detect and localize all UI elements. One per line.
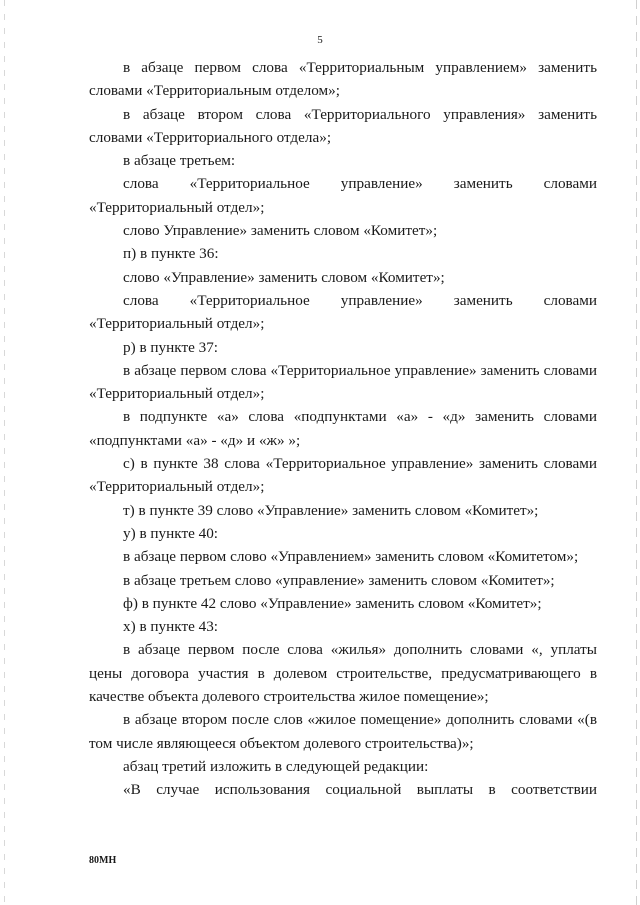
paragraph: у) в пункте 40: <box>123 524 219 542</box>
paragraph: в абзаце втором после слов «жилое помещение» дополнить словами «(в том числе являющееся объектом долевого строительства)»; <box>89 711 597 752</box>
page-number: 5 <box>317 34 323 46</box>
paragraph: в абзаце первом после слова «жилья» дополнить словами «, уплаты цены договора участия в долевом строительстве, предусматривающего в качестве объекта долевого строительства жилое помещение»; <box>89 641 597 706</box>
paragraph: т) в пункте 39 слово «Управление» заменить словом «Комитет»; <box>123 501 539 519</box>
paragraph: в абзаце третьем слово «управление» заменить словом «Комитет»; <box>123 571 555 589</box>
paragraph: слово «Управление» заменить словом «Комитет»; <box>123 268 445 286</box>
paragraph: в абзаце первом слово «Управлением» заменить словом «Комитетом»; <box>123 548 579 566</box>
paragraph: х) в пункте 43: <box>123 618 219 636</box>
document-body <box>89 56 597 802</box>
paragraph: слова «Территориальное управление» заменить словами «Территориальный отдел»; <box>89 175 597 216</box>
paragraph: абзац третий изложить в следующей редакции: <box>123 757 429 775</box>
paragraph: в абзаце втором слова «Территориального управления» заменить словами «Территориального отдела»; <box>89 105 597 146</box>
paragraph: с) в пункте 38 слова «Территориальное управление» заменить словами «Территориальный отдел»; <box>89 455 597 496</box>
paragraph: р) в пункте 37: <box>123 338 219 356</box>
paragraph: в подпункте «а» слова «подпунктами «а» - «д» заменить словами «подпунктами «а» - «д» и «ж» »; <box>89 408 597 449</box>
paragraph: ф) в пункте 42 слово «Управление» заменить словом «Комитет»; <box>123 594 542 612</box>
paragraph: п) в пункте 36: <box>123 245 219 263</box>
paragraph: слова «Территориальное управление» заменить словами «Территориальный отдел»; <box>89 291 597 333</box>
paragraph: слово Управление» заменить словом «Комитет»; <box>123 222 438 240</box>
scan-edge-left <box>4 0 5 905</box>
paragraph: в абзаце третьем: <box>123 152 236 170</box>
scan-edge-right <box>636 0 637 905</box>
paragraph: в абзаце первом слова «Территориальным управлением» заменить словами «Территориальным отделом»; <box>89 59 597 100</box>
paragraph: «В случае использования социальной выплаты в соответствии <box>123 781 597 799</box>
paragraph: в абзаце первом слова «Территориальное управление» заменить словами «Территориальный отдел»; <box>89 361 597 403</box>
footer-document-code: 80МН <box>89 855 117 866</box>
